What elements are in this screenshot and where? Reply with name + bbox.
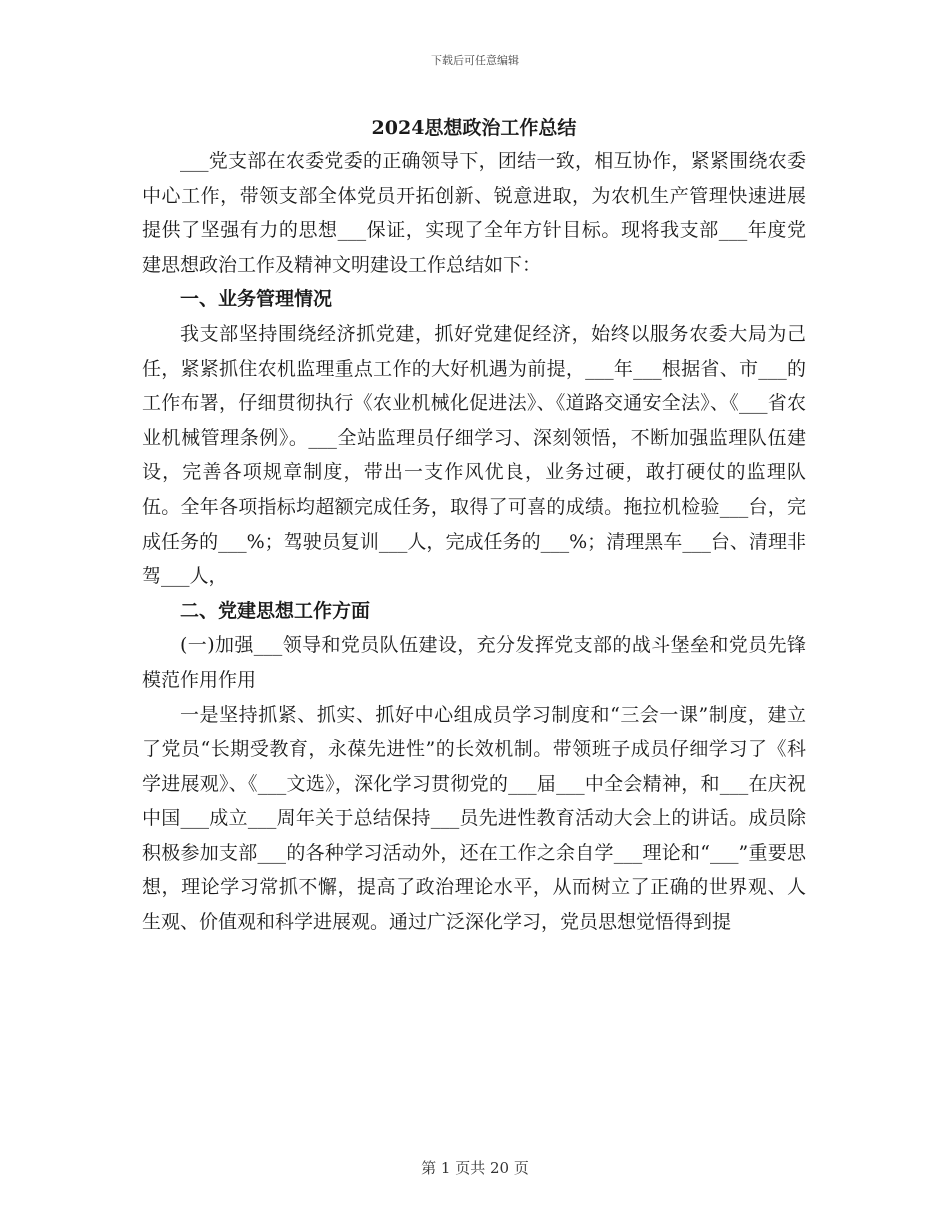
page-number: 第 1 页共 20 页 [421,1159,529,1177]
section-1-body: 我支部坚持围绕经济抓党建，抓好党建促经济，始终以服务农委大局为己任，紧紧抓住农机监理重点工作的大好机遇为前提，___年___根据省、市___的工作布署，仔细贯彻执行《农业机械化促进法》、《道路交通安全法》、《___省农业机械管理条例》。___全站监理员仔细学习、深刻领悟，不断加强监理队伍建设，完善各项规章制度，带出一支作风优良，业务过硬，敢打硬仗的监理队伍。全年各项指标均超额完成任务，取得了可喜的成绩。拖拉机检验___台，完成任务的___%；驾驶员复训___人，完成任务的___%；清理黑车___台、清理非驾___人， [142,322,806,588]
document-title: 2024思想政治工作总结 [371,117,577,139]
section-2-body: 一是坚持抓紧、抓实、抓好中心组成员学习制度和“三会一课”制度，建立了党员“长期受教育，永葆先进性”的长效机制。带领班子成员仔细学习了《科学进展观》、《___文选》，深化学习贯彻党的___届___中全会精神，和___在庆祝中国___成立___周年关于总结保持___员先进性教育活动大会上的讲话。成员除积极参加支部___的各种学习活动外，还在工作之余自学___理论和“___”重要思想，理论学习常抓不懈，提高了政治理论水平，从而树立了正确的世界观、人生观、价值观和科学进展观。通过广泛深化学习，党员思想觉悟得到提 [142,703,806,934]
intro-paragraph: ___党支部在农委党委的正确领导下，团结一致，相互协作，紧紧围绕农委中心工作，带领支部全体党员开拓创新、锐意进取，为农机生产管理快速进展提供了坚强有力的思想___保证，实现了全年方针目标。现将我支部___年度党建思想政治工作及精神文明建设工作总结如下： [142,150,806,276]
document-body [142,112,806,940]
section-2-subheading: (一)加强___领导和党员队伍建设，充分发挥党支部的战斗堡垒和党员先锋模范作用作用 [142,634,806,691]
section-2-heading: 二、党建思想工作方面 [180,599,371,622]
section-1-heading: 一、业务管理情况 [180,288,333,311]
download-note: 下载后可任意编辑 [431,54,519,67]
